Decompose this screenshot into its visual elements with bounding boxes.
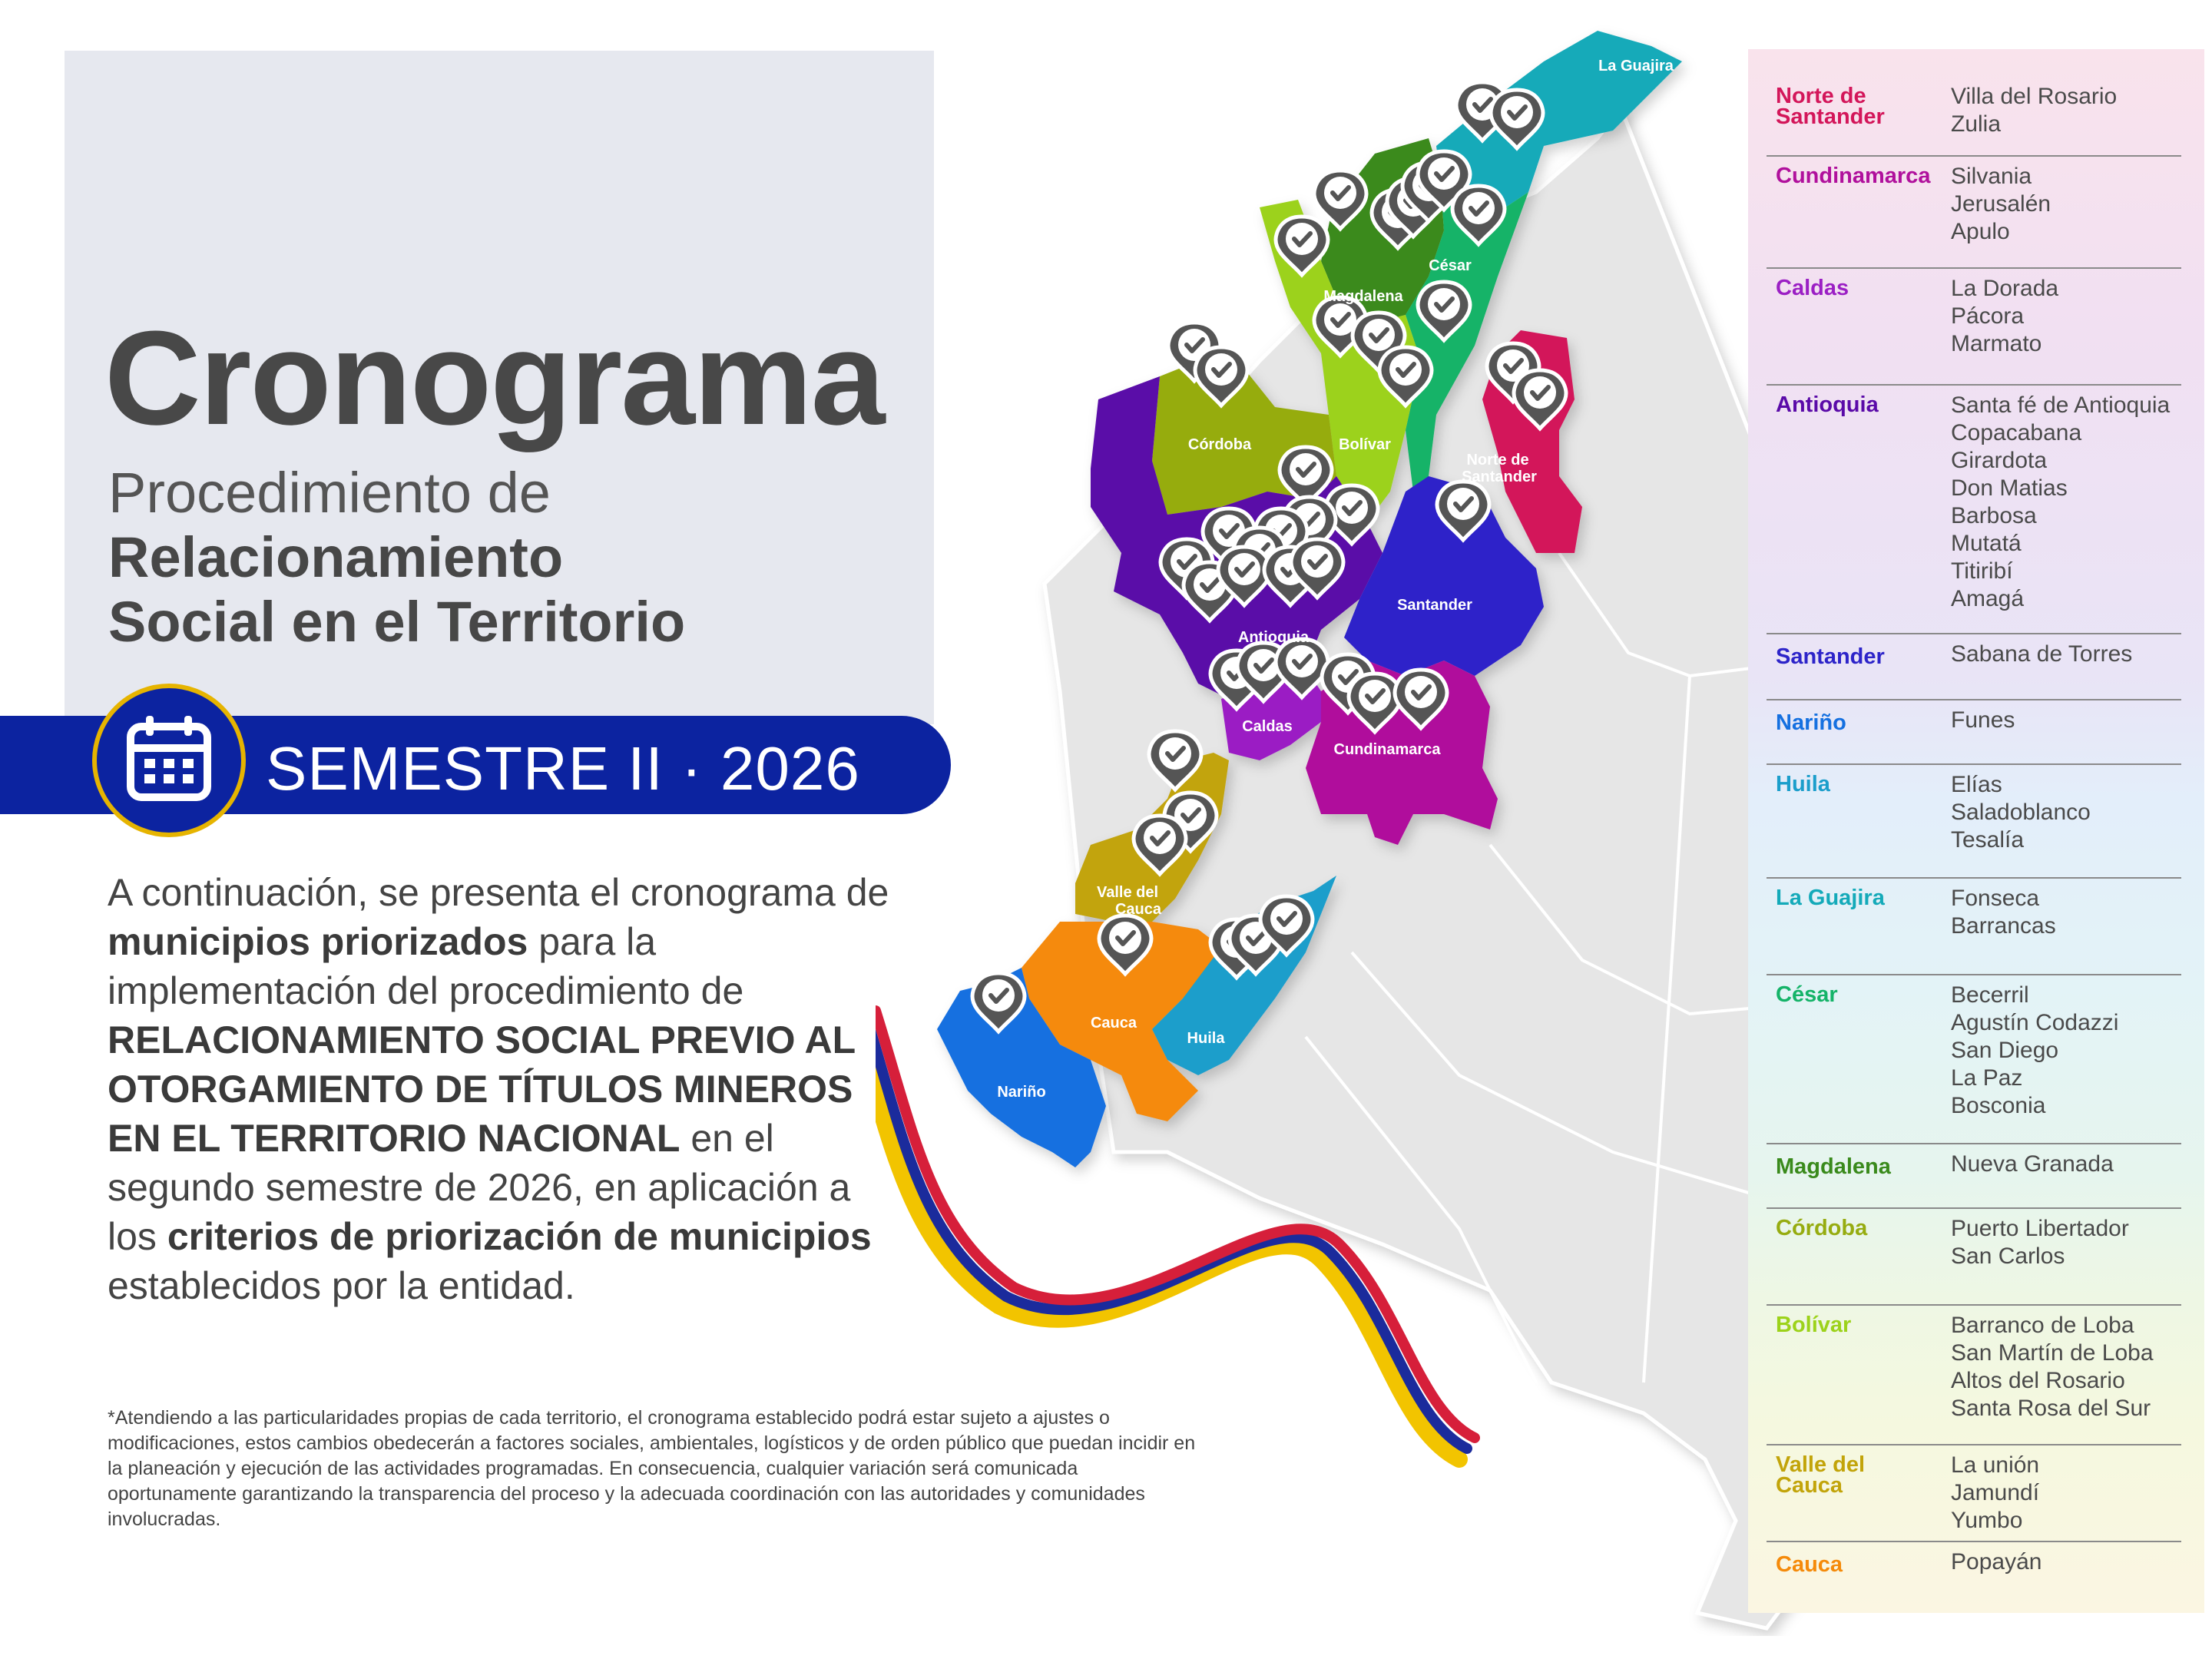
map-label-magdalena: Magdalena	[1323, 288, 1403, 305]
municipality-name: Amagá	[1951, 586, 2025, 611]
intro-text-1: A continuación, se presenta el cronograma de	[108, 871, 889, 914]
schedule-municipalities	[1951, 157, 2181, 246]
schedule-row	[1767, 1306, 2181, 1445]
schedule-row	[1767, 386, 2181, 634]
municipality-name: Sabana de Torres	[1951, 641, 2133, 667]
schedule-table	[1767, 77, 2181, 1611]
map-label-valle-1: Valle del	[1096, 884, 1159, 901]
map-label-norte-santander-2: Santander	[1462, 469, 1537, 485]
schedule-department: Cauca	[1776, 1552, 1843, 1577]
schedule-row	[1767, 1209, 2181, 1306]
intro-text-2: para la implementación del procedimiento de	[108, 920, 744, 1012]
intro-text-4: establecidos por la entidad.	[108, 1264, 575, 1307]
municipality-name: Yumbo	[1951, 1508, 2023, 1533]
map-label-cesar: César	[1429, 257, 1472, 274]
municipality-name: Copacabana	[1951, 420, 2082, 445]
schedule-department: Valle del Cauca	[1776, 1452, 1866, 1498]
schedule-department: Huila	[1776, 772, 1830, 796]
schedule-row	[1767, 879, 2181, 975]
intro-bold-2: criterios de priorización de municipios	[167, 1215, 872, 1258]
municipality-name: Nueva Granada	[1951, 1151, 2114, 1177]
municipality-name: Jamundí	[1951, 1480, 2040, 1505]
calendar-badge	[92, 684, 246, 837]
banner-text: SEMESTRE II · 2026	[266, 734, 860, 803]
map-label-norte-santander-1: Norte de	[1466, 452, 1529, 469]
map-label-cauca: Cauca	[1090, 1015, 1137, 1031]
municipality-name: Barrancas	[1951, 913, 2056, 939]
schedule-department: Córdoba	[1776, 1216, 1868, 1240]
schedule-department: César	[1776, 982, 1838, 1007]
municipality-name: Fonseca	[1951, 886, 2040, 911]
municipality-name: Becerril	[1951, 982, 2029, 1008]
municipality-name: Altos del Rosario	[1951, 1368, 2125, 1393]
schedule-row	[1767, 634, 2181, 700]
page-subtitle	[108, 461, 685, 654]
map-label-narino: Nariño	[997, 1084, 1046, 1101]
subtitle-line-2: Relacionamiento	[108, 525, 564, 589]
municipality-name: San Martín de Loba	[1951, 1340, 2154, 1366]
municipality-name: Villa del Rosario	[1951, 84, 2118, 109]
calendar-icon	[97, 688, 241, 833]
map-label-bolivar: Bolívar	[1339, 436, 1391, 453]
schedule-row	[1767, 1445, 2181, 1542]
municipality-name: San Carlos	[1951, 1243, 2065, 1269]
municipality-name: Pácora	[1951, 303, 2025, 329]
municipality-name: Barranco de Loba	[1951, 1313, 2134, 1338]
schedule-municipalities	[1951, 269, 2181, 358]
schedule-department: La Guajira	[1776, 886, 1885, 910]
schedule-municipalities	[1951, 975, 2181, 1120]
schedule-department: Antioquia	[1776, 392, 1879, 417]
colombia-map	[876, 15, 1820, 1636]
intro-caps: RELACIONAMIENTO SOCIAL PREVIO AL OTORGAMIENTO DE TÍTULOS MINEROS EN EL TERRITORIO NACIONAL	[108, 1018, 856, 1160]
schedule-municipalities	[1951, 879, 2181, 940]
schedule-municipalities	[1951, 700, 2181, 734]
municipality-name: Barbosa	[1951, 503, 2037, 528]
schedule-municipalities	[1951, 634, 2181, 668]
schedule-municipalities	[1951, 386, 2181, 613]
municipality-name: La unión	[1951, 1452, 2040, 1478]
map-label-huila: Huila	[1187, 1030, 1225, 1047]
map-label-caldas: Caldas	[1242, 718, 1293, 735]
map-label-la-guajira: La Guajira	[1598, 58, 1674, 75]
municipality-name: San Diego	[1951, 1038, 2059, 1063]
page-title: Cronograma	[104, 303, 884, 452]
map-label-antioquia: Antioquia	[1237, 629, 1310, 646]
schedule-municipalities	[1951, 1306, 2181, 1422]
schedule-department: Nariño	[1776, 710, 1846, 735]
municipality-name: Santa Rosa del Sur	[1951, 1396, 2151, 1421]
schedule-department: Santander	[1776, 644, 1885, 669]
schedule-row	[1767, 700, 2181, 765]
map-label-cundinamarca: Cundinamarca	[1333, 741, 1441, 758]
municipality-name: Agustín Codazzi	[1951, 1010, 2119, 1035]
municipality-name: Santa fé de Antioquia	[1951, 392, 2171, 418]
municipality-name: Saladoblanco	[1951, 800, 2091, 825]
subtitle-line-3: Social en el Territorio	[108, 590, 686, 654]
municipality-name: Zulia	[1951, 111, 2002, 137]
municipality-name: Silvania	[1951, 164, 2032, 189]
schedule-row	[1767, 1144, 2181, 1209]
schedule-department: Caldas	[1776, 276, 1849, 300]
footnote: *Atendiendo a las particularidades propias de cada territorio, el cronograma establecido podrá estar sujeto a ajustes o modificaciones, estos cambios obedecerán a factores sociales, ambientales, logísticos y de orden público que puedan incidir en la planeación y ejecución de las actividades programadas. En consecuencia, cualquier variación será comunicada oportunamente garantizando la transparencia del proceso y la adecuada coordinación con las autoridades y comunidades involucradas.	[108, 1407, 1196, 1530]
map-label-santander: Santander	[1397, 597, 1472, 614]
schedule-department: Norte de Santander	[1776, 84, 1885, 129]
map-label-cordoba: Córdoba	[1187, 436, 1252, 453]
municipality-name: Marmato	[1951, 331, 2042, 356]
intro-bold-1: municipios priorizados	[108, 920, 528, 963]
municipality-name: Mutatá	[1951, 531, 2022, 556]
intro-paragraph	[108, 868, 891, 1310]
municipality-name: Apulo	[1951, 219, 2010, 244]
municipality-name: Tesalía	[1951, 827, 2025, 853]
municipality-name: Popayán	[1951, 1549, 2042, 1575]
schedule-municipalities	[1951, 1209, 2181, 1270]
schedule-row	[1767, 975, 2181, 1144]
schedule-row	[1767, 77, 2181, 157]
schedule-municipalities	[1951, 1542, 2181, 1576]
schedule-row	[1767, 157, 2181, 269]
schedule-department: Magdalena	[1776, 1154, 1891, 1179]
municipality-name: Puerto Libertador	[1951, 1216, 2129, 1241]
subtitle-line-1: Procedimiento de	[108, 461, 551, 525]
schedule-row	[1767, 269, 2181, 386]
intro-text-3: en el segundo semestre de 2026, en aplicación a los	[108, 1117, 851, 1258]
schedule-row	[1767, 765, 2181, 879]
schedule-municipalities	[1951, 1445, 2181, 1535]
schedule-municipalities	[1951, 77, 2181, 138]
schedule-municipalities	[1951, 765, 2181, 854]
municipality-name: Jerusalén	[1951, 191, 2051, 217]
schedule-department: Bolívar	[1776, 1313, 1852, 1337]
municipality-name: Girardota	[1951, 448, 2048, 473]
schedule-department: Cundinamarca	[1776, 164, 1931, 188]
municipality-name: Titiribí	[1951, 558, 2013, 584]
municipality-name: Elías	[1951, 772, 2002, 797]
municipality-name: Bosconia	[1951, 1093, 2046, 1118]
schedule-row	[1767, 1542, 2181, 1611]
municipality-name: La Paz	[1951, 1065, 2023, 1091]
municipality-name: La Dorada	[1951, 276, 2059, 301]
map-label-valle-2: Cauca	[1114, 901, 1162, 918]
municipality-name: Don Matias	[1951, 475, 2068, 501]
municipality-name: Funes	[1951, 707, 2015, 733]
schedule-municipalities	[1951, 1144, 2181, 1178]
